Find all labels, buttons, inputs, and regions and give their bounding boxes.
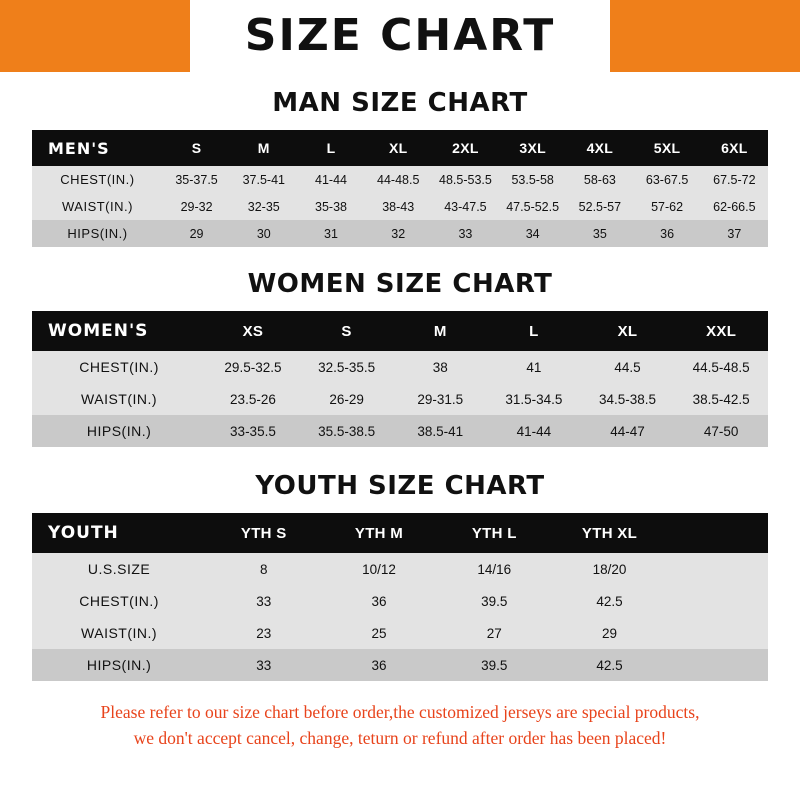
- youth-waist-m: 25: [321, 617, 436, 649]
- header-banner: [0, 0, 800, 72]
- man-col-header-m: M: [230, 130, 297, 166]
- disclaimer-note: [26, 699, 774, 752]
- man-size-table: [32, 130, 768, 247]
- women-waist-l: 31.5-34.5: [487, 383, 581, 415]
- man-row-label-waist: WAIST(IN.): [32, 193, 163, 220]
- women-col-header-m: M: [393, 311, 487, 351]
- women-hips-xxl: 47-50: [674, 415, 768, 447]
- youth-chest-empty: [667, 585, 768, 617]
- table-row: [32, 351, 768, 383]
- youth-ussize-xl: 18/20: [552, 553, 667, 585]
- youth-chest-l: 39.5: [437, 585, 552, 617]
- youth-chest-m: 36: [321, 585, 436, 617]
- table-row: [32, 585, 768, 617]
- women-hips-m: 38.5-41: [393, 415, 487, 447]
- man-chest-xl: 44-48.5: [365, 166, 432, 193]
- women-col-header-xl: XL: [581, 311, 675, 351]
- man-row-label-hips: HIPS(IN.): [32, 220, 163, 247]
- youth-ussize-l: 14/16: [437, 553, 552, 585]
- disclaimer-line-2: we don't accept cancel, change, teturn or refund after order has been placed!: [133, 728, 667, 749]
- man-hips-6xl: 37: [701, 220, 768, 247]
- women-waist-xl: 34.5-38.5: [581, 383, 675, 415]
- man-waist-s: 29-32: [163, 193, 230, 220]
- man-waist-6xl: 62-66.5: [701, 193, 768, 220]
- man-col-header-6xl: 6XL: [701, 130, 768, 166]
- women-row-label-hips: HIPS(IN.): [32, 415, 206, 447]
- youth-row-label-header: YOUTH: [32, 513, 206, 553]
- women-row-label-header: WOMEN'S: [32, 311, 206, 351]
- man-chest-s: 35-37.5: [163, 166, 230, 193]
- man-row-label-chest: CHEST(IN.): [32, 166, 163, 193]
- women-hips-xs: 33-35.5: [206, 415, 300, 447]
- youth-waist-empty: [667, 617, 768, 649]
- women-waist-xs: 23.5-26: [206, 383, 300, 415]
- table-row: [32, 220, 768, 247]
- man-hips-xl: 32: [365, 220, 432, 247]
- man-col-header-xl: XL: [365, 130, 432, 166]
- disclaimer-line-1: Please refer to our size chart before order,the customized jerseys are special products,: [100, 702, 700, 722]
- youth-waist-l: 27: [437, 617, 552, 649]
- man-chest-l: 41-44: [297, 166, 364, 193]
- youth-waist-xl: 29: [552, 617, 667, 649]
- youth-ussize-empty: [667, 553, 768, 585]
- youth-hips-xl: 42.5: [552, 649, 667, 681]
- man-hips-5xl: 36: [633, 220, 700, 247]
- women-row-label-chest: CHEST(IN.): [32, 351, 206, 383]
- table-row: [32, 649, 768, 681]
- man-hips-3xl: 34: [499, 220, 566, 247]
- man-chest-2xl: 48.5-53.5: [432, 166, 499, 193]
- women-hips-l: 41-44: [487, 415, 581, 447]
- youth-chest-xl: 42.5: [552, 585, 667, 617]
- women-col-header-l: L: [487, 311, 581, 351]
- youth-row-label-hips: HIPS(IN.): [32, 649, 206, 681]
- man-waist-xl: 38-43: [365, 193, 432, 220]
- women-size-table: [32, 311, 768, 447]
- women-size-table-wrap: [32, 311, 768, 447]
- women-section-heading: WOMEN SIZE CHART: [247, 269, 553, 299]
- youth-ussize-m: 10/12: [321, 553, 436, 585]
- man-hips-l: 31: [297, 220, 364, 247]
- women-chest-m: 38: [393, 351, 487, 383]
- table-row: [32, 193, 768, 220]
- women-hips-xl: 44-47: [581, 415, 675, 447]
- youth-col-header-m: YTH M: [321, 513, 436, 553]
- youth-col-header-xl: YTH XL: [552, 513, 667, 553]
- man-hips-2xl: 33: [432, 220, 499, 247]
- man-waist-4xl: 52.5-57: [566, 193, 633, 220]
- man-hips-4xl: 35: [566, 220, 633, 247]
- youth-hips-s: 33: [206, 649, 321, 681]
- man-waist-l: 35-38: [297, 193, 364, 220]
- youth-hips-m: 36: [321, 649, 436, 681]
- table-header-row: [32, 513, 768, 553]
- youth-chest-s: 33: [206, 585, 321, 617]
- women-col-header-xs: XS: [206, 311, 300, 351]
- man-chest-5xl: 63-67.5: [633, 166, 700, 193]
- table-row: [32, 383, 768, 415]
- man-col-header-2xl: 2XL: [432, 130, 499, 166]
- women-row-label-waist: WAIST(IN.): [32, 383, 206, 415]
- women-col-header-xxl: XXL: [674, 311, 768, 351]
- man-col-header-3xl: 3XL: [499, 130, 566, 166]
- man-hips-s: 29: [163, 220, 230, 247]
- youth-col-header-empty: [667, 513, 768, 553]
- man-chest-4xl: 58-63: [566, 166, 633, 193]
- page-title: SIZE CHART: [244, 10, 556, 61]
- man-waist-2xl: 43-47.5: [432, 193, 499, 220]
- women-chest-l: 41: [487, 351, 581, 383]
- women-chest-s: 32.5-35.5: [300, 351, 394, 383]
- table-row: [32, 553, 768, 585]
- youth-row-label-waist: WAIST(IN.): [32, 617, 206, 649]
- table-row: [32, 617, 768, 649]
- man-chest-3xl: 53.5-58: [499, 166, 566, 193]
- man-col-header-l: L: [297, 130, 364, 166]
- youth-row-label-ussize: U.S.SIZE: [32, 553, 206, 585]
- table-header-row: [32, 130, 768, 166]
- youth-size-table-wrap: [32, 513, 768, 681]
- women-chest-xs: 29.5-32.5: [206, 351, 300, 383]
- man-waist-3xl: 47.5-52.5: [499, 193, 566, 220]
- man-chest-m: 37.5-41: [230, 166, 297, 193]
- youth-size-table: [32, 513, 768, 681]
- women-chest-xl: 44.5: [581, 351, 675, 383]
- man-col-header-5xl: 5XL: [633, 130, 700, 166]
- man-col-header-4xl: 4XL: [566, 130, 633, 166]
- table-row: [32, 166, 768, 193]
- man-chest-6xl: 67.5-72: [701, 166, 768, 193]
- table-header-row: [32, 311, 768, 351]
- youth-waist-s: 23: [206, 617, 321, 649]
- man-hips-m: 30: [230, 220, 297, 247]
- youth-col-header-l: YTH L: [437, 513, 552, 553]
- women-chest-xxl: 44.5-48.5: [674, 351, 768, 383]
- women-waist-s: 26-29: [300, 383, 394, 415]
- man-col-header-s: S: [163, 130, 230, 166]
- table-row: [32, 415, 768, 447]
- man-row-label-header: MEN'S: [32, 130, 163, 166]
- women-waist-m: 29-31.5: [393, 383, 487, 415]
- man-waist-m: 32-35: [230, 193, 297, 220]
- women-waist-xxl: 38.5-42.5: [674, 383, 768, 415]
- man-section-heading: MAN SIZE CHART: [272, 88, 528, 118]
- youth-section-heading: YOUTH SIZE CHART: [255, 471, 545, 501]
- women-hips-s: 35.5-38.5: [300, 415, 394, 447]
- youth-hips-empty: [667, 649, 768, 681]
- man-size-table-wrap: [32, 130, 768, 247]
- women-col-header-s: S: [300, 311, 394, 351]
- man-waist-5xl: 57-62: [633, 193, 700, 220]
- youth-col-header-s: YTH S: [206, 513, 321, 553]
- youth-hips-l: 39.5: [437, 649, 552, 681]
- youth-row-label-chest: CHEST(IN.): [32, 585, 206, 617]
- youth-ussize-s: 8: [206, 553, 321, 585]
